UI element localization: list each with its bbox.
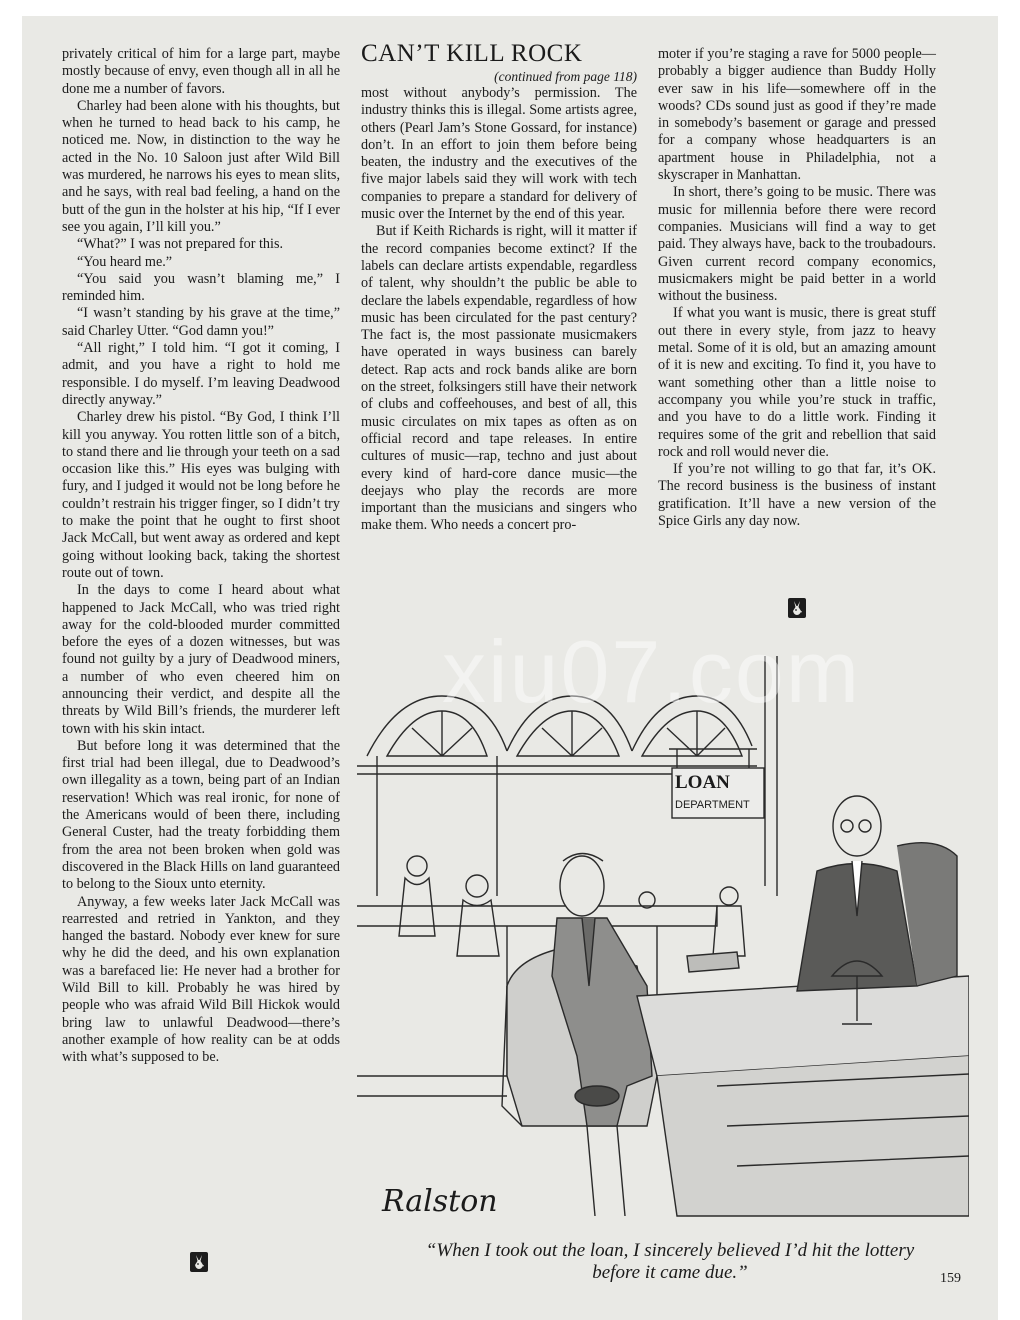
cartoon-caption: “When I took out the loan, I sincerely believed I’d hit the lottery before it came due.”: [425, 1240, 915, 1283]
paragraph: most without anybody’s permission. The industry thinks this is illegal. Some artists agree, others (Pearl Jam’s Stone Gossard, for instance) don’t. In an effort to join them before being beaten, the industry and the executives of the five major labels said they will work with tech companies to prepare a standard for delivery of music over the Internet by the end of this year.: [361, 85, 637, 223]
paragraph: But before long it was determined that the first trial had been illegal, due to Deadwood’s own illegality as a town, being part of an Indian reservation! Which was real ironic, for none of the Americans would of been there, including General Custer, had the treaty forbidding them from the area not been broken when gold was discovered in the Black Hills on land guaranteed to belong to the Sioux unto eternity.: [62, 737, 340, 893]
playboy-bunny-icon: [788, 598, 806, 618]
loan-sign-subtitle: DEPARTMENT: [675, 799, 750, 811]
paragraph: Charley drew his pistol. “By God, I think I’ll kill you anyway. You rotten little son of a bitch, to stand there and lie through your teeth on a sad occasion like this.” His eyes was bulging with fury, and I judged it would not be long before he couldn’t restrain his trigger finger, so I didn’t try to make the point that he ought to first shoot Jack McCall, but went away as ordered and kept going without looking back, taking the shortest route out of town.: [62, 409, 340, 581]
article-headline: CAN’T KILL ROCK: [361, 40, 583, 67]
paragraph: Charley had been alone with his thoughts, but when he turned to head back to his camp, he noticed me. Now, in distinction to the way he acted in the No. 10 Saloon just after Wild Bill was murdered, he narrows his eyes to mean slits, and he says, with real bad feeling, a hand on the butt of the gun in the holster at his hip, “If I ever see you again, I’ll kill you.”: [62, 97, 340, 235]
cartoon-illustration: [357, 656, 969, 1236]
paragraph: In the days to come I heard about what happened to Jack McCall, who was tried right away for the cold-blooded murder committed before the eyes of a dozen witnesses, but was found not guilty by a jury of Deadwood miners, a number of who even cheered him on announcing their verdict, and despite all the threats by Wild Bill’s friends, the murderer left town with his skin intact.: [62, 582, 340, 737]
paragraph: “All right,” I told him. “I got it coming, I admit, and you have a right to hold me responsible. I do myself. I’m leaving Deadwood directly anyway.”: [62, 340, 340, 408]
paragraph: “What?” I was not prepared for this.: [77, 236, 284, 253]
paragraph: But if Keith Richards is right, will it matter if the record companies become extinct? If the labels can declare artists expendable, regardless of talent, why shouldn’t the public be able to declare the labels expendable, regardless of how music has been circulated for the past century? The fact is, the most passionate musicmakers have operated in ways business can barely detect. Rap acts and rock bands alike are born on the street, folksingers still have their network of clubs and coffeehouses, and best of all, this music circulates on mix tapes as often as on official record and tape releases. In entire cultures of music—rap, techno and just about every kind of hard-core dance music—the deejays who play the records are more important than the musicians and singers who make them. Who needs a concert pro-: [361, 223, 637, 534]
paragraph: “You said you wasn’t blaming me,” I reminded him.: [62, 270, 340, 305]
playboy-bunny-icon: [190, 1252, 208, 1272]
page-number: 159: [940, 1271, 961, 1286]
article-column-middle: [361, 40, 637, 535]
loan-sign-title: LOAN: [675, 772, 730, 793]
article-column-left: [62, 46, 340, 1067]
paragraph: If what you want is music, there is great stuff out there in every style, from jazz to heavy metal. Some of it is old, but an amazing amount of it is new and exciting. To find it, you have to want something other than a little noise to accompany you while you’re stuck in traffic, and you have to do a little work. Finding it requires some of the grit and rebellion that said rock and roll would never die.: [658, 305, 936, 460]
continued-from-note: (continued from page 118): [494, 69, 637, 84]
paragraph: moter if you’re staging a rave for 5000 people—probably a bigger audience than Buddy Holly ever saw in his life—somewhere off in the woods? CDs sound just as good if they’re made in somebody’s basement or garage and pressed for a company whose headquarters is an apartment house in Philadelphia, not a skyscraper in Manhattan.: [658, 46, 936, 184]
paragraph: If you’re not willing to go that far, it’s OK. The record business is the business of instant gratification. It’ll have a new version of the Spice Girls any day now.: [658, 461, 936, 530]
paragraph: Anyway, a few weeks later Jack McCall was rearrested and retried in Yankton, and they hanged the bastard. Nobody ever knew for sure why he did the deed, and his own explanation was a barefaced lie: He never had a brother for Wild Bill to kill. Probably he was hired by people who was afraid Wild Bill Hickok would bring law to unlawful Deadwood—there’s another example of how reality can be at odds with what’s supposed to be.: [62, 893, 340, 1066]
paragraph: privately critical of him for a large part, maybe mostly because of envy, even though all in all he done me a number of favors.: [62, 46, 340, 97]
paragraph: “You heard me.”: [77, 253, 173, 270]
watermark: xiu07.com: [442, 622, 862, 721]
article-column-right: [658, 46, 936, 530]
paragraph: In short, there’s going to be music. There was music for millennia before there were record companies. Musicians will find a way to get paid. They always have, back to the troubadours. Given current record company economics, musicmakers might be paid better in a world without the business.: [658, 184, 936, 305]
artist-signature: Ralston: [382, 1184, 498, 1219]
paragraph: “I wasn’t standing by his grave at the time,” said Charley Utter. “God damn you!”: [62, 305, 340, 339]
magazine-page: [22, 16, 998, 1320]
